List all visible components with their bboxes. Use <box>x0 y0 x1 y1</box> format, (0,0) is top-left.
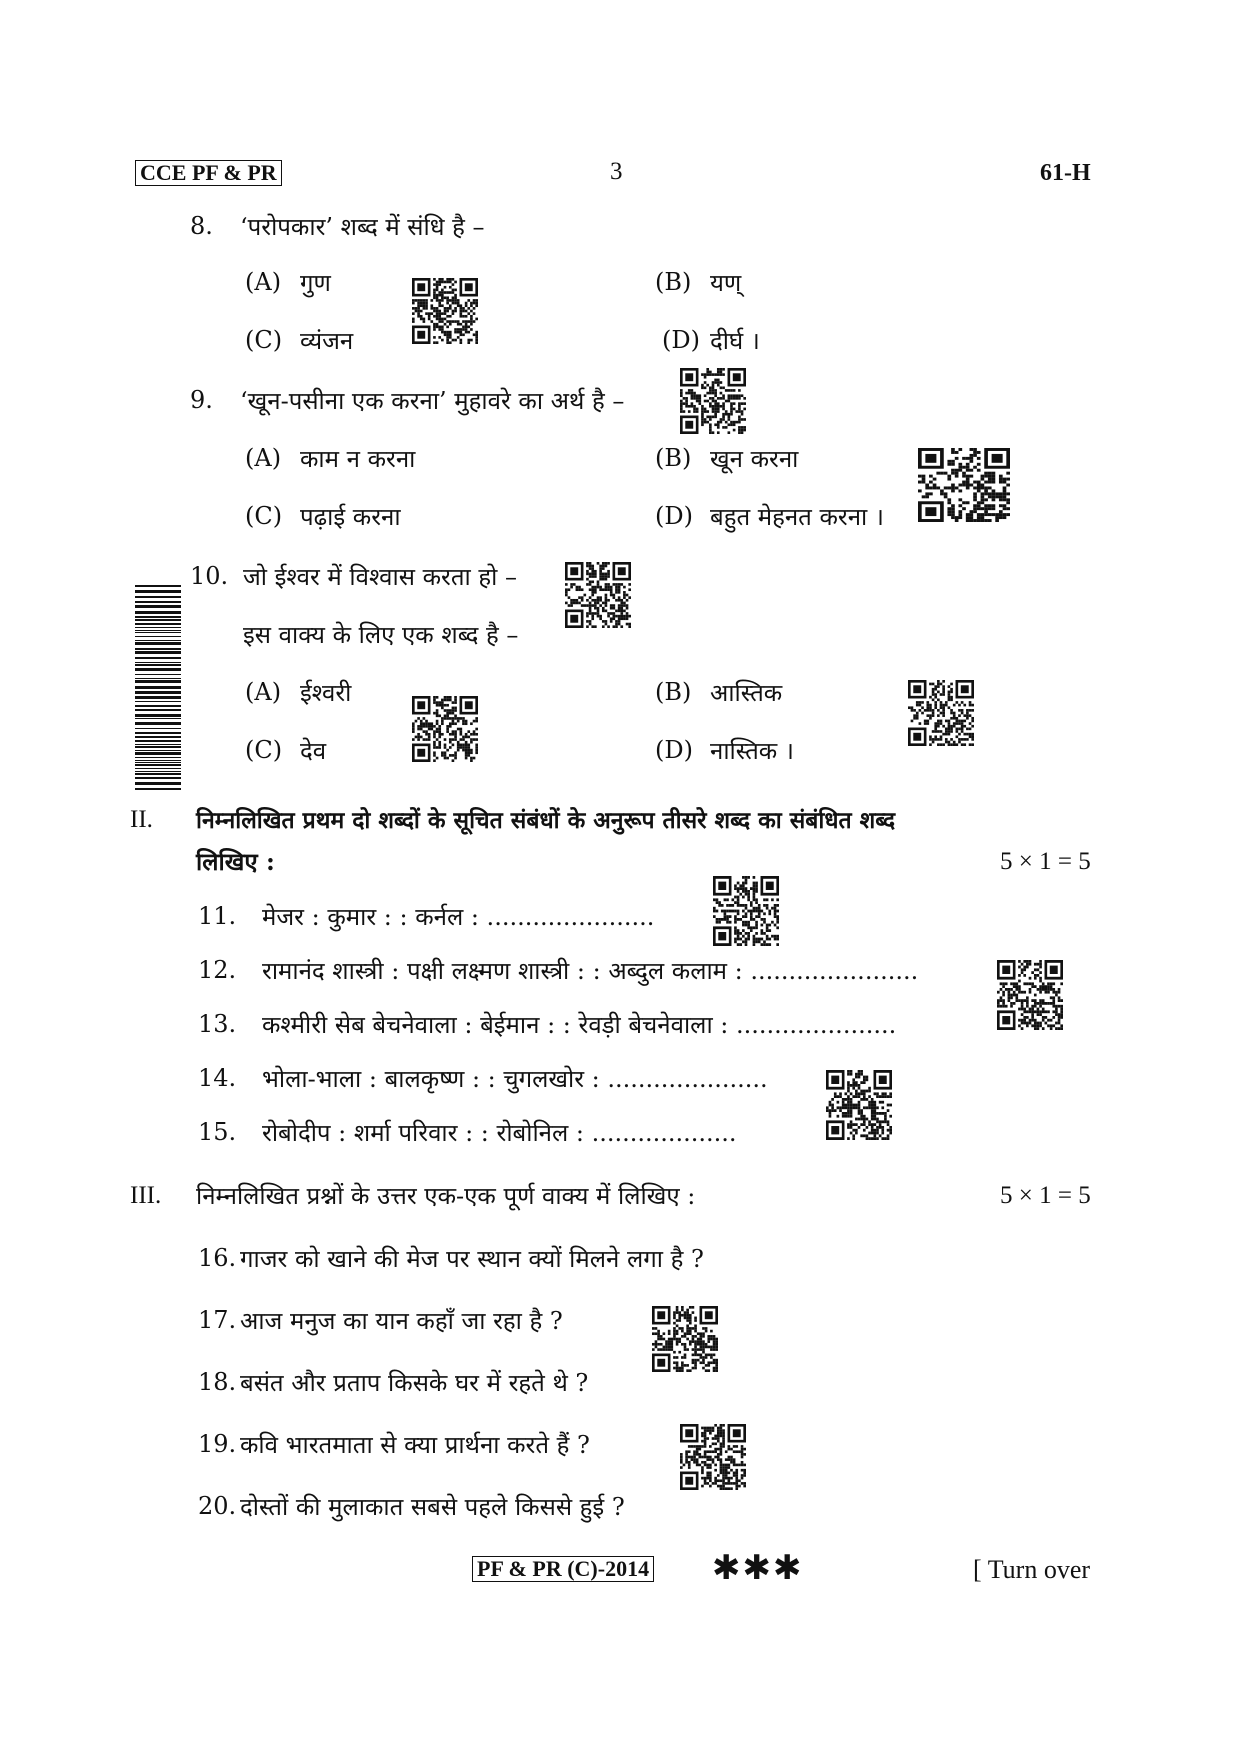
q14-text: भोला-भाला : बालकृष्ण : : चुगलखोर : ..................... <box>262 1065 768 1093</box>
q9-option-b-text: खून करना <box>710 445 799 473</box>
q10-text-line2: इस वाक्य के लिए एक शब्द है – <box>243 621 519 649</box>
q9-option-d-label: (D) <box>655 502 693 530</box>
q10-option-b-text: आस्तिक <box>710 679 783 707</box>
q9-option-c-label: (C) <box>245 502 283 530</box>
section2-roman: II. <box>130 806 153 833</box>
q15-number: 15. <box>198 1118 237 1146</box>
q8-option-c-label: (C) <box>245 326 283 354</box>
q9-option-a-label: (A) <box>245 444 282 472</box>
q8-number: 8. <box>190 212 213 240</box>
qr-code-image <box>918 448 1010 522</box>
qr-code-image <box>713 876 779 946</box>
q8-option-a-label: (A) <box>245 268 282 296</box>
q20-text: दोस्तों की मुलाकात सबसे पहले किससे हुई ? <box>240 1493 625 1521</box>
q19-number: 19. <box>198 1430 237 1458</box>
q16-number: 16. <box>198 1244 237 1272</box>
q16-text: गाजर को खाने की मेज पर स्थान क्यों मिलने लगा है ? <box>240 1245 704 1273</box>
section2-marks: 5 × 1 = 5 <box>1000 848 1091 875</box>
q13-text: कश्मीरी सेब बेचनेवाला : बेईमान : : रेवड़ी बेचनेवाला : ..................... <box>262 1011 897 1039</box>
q13-number: 13. <box>198 1010 237 1038</box>
q11-text: मेजर : कुमार : : कर्नल : ...................... <box>262 903 655 931</box>
q20-number: 20. <box>198 1492 237 1520</box>
qr-code-image <box>997 960 1063 1030</box>
q10-option-c-label: (C) <box>245 736 283 764</box>
q14-number: 14. <box>198 1064 237 1092</box>
qr-code-image <box>565 562 631 628</box>
q11-number: 11. <box>198 902 237 930</box>
qr-code-image <box>652 1306 718 1372</box>
qr-code-image <box>680 368 746 434</box>
q8-option-d-label: (D) <box>662 326 700 354</box>
q8-text: ‘परोपकार’ शब्द में संधि है – <box>240 213 485 241</box>
q15-text: रोबोदीप : शर्मा परिवार : : रोबोनिल : ................... <box>262 1119 737 1147</box>
q8-option-a-text: गुण <box>300 269 331 297</box>
q12-number: 12. <box>198 956 237 984</box>
q12-text: रामानंद शास्त्री : पक्षी लक्ष्मण शास्त्री : : अब्दुल कलाम : ...................... <box>262 957 919 985</box>
section3-marks: 5 × 1 = 5 <box>1000 1182 1091 1209</box>
q9-number: 9. <box>190 386 213 414</box>
qr-code-image <box>412 278 478 344</box>
q10-option-b-label: (B) <box>655 678 692 706</box>
q9-option-c-text: पढ़ाई करना <box>300 503 401 531</box>
q17-text: आज मनुज का यान कहाँ जा रहा है ? <box>240 1307 563 1335</box>
q9-option-b-label: (B) <box>655 444 692 472</box>
qr-code-image <box>826 1070 892 1140</box>
section2-heading-line2: लिखिए : <box>196 847 275 876</box>
section3-heading: निम्नलिखित प्रश्नों के उत्तर एक-एक पूर्ण वाक्य में लिखिए : <box>196 1182 696 1210</box>
q17-number: 17. <box>198 1306 237 1334</box>
qr-code-image <box>412 696 478 762</box>
section3-roman: III. <box>130 1182 162 1209</box>
page-number: 3 <box>610 158 623 185</box>
q10-option-d-label: (D) <box>655 736 693 764</box>
section2-heading-line1: निम्नलिखित प्रथम दो शब्दों के सूचित संबंधों के अनुरूप तीसरे शब्द का संबंधित शब्द <box>196 807 896 834</box>
q9-text: ‘खून-पसीना एक करना’ मुहावरे का अर्थ है – <box>240 387 625 415</box>
footer-code: PF & PR (C)-2014 <box>472 1556 654 1582</box>
q10-option-c-text: देव <box>300 737 327 765</box>
barcode-image <box>135 585 181 790</box>
q10-option-d-text: नास्तिक । <box>710 737 794 765</box>
q8-option-b-label: (B) <box>655 268 692 296</box>
q9-option-a-text: काम न करना <box>300 445 416 473</box>
header-right-code: 61-H <box>1040 160 1091 186</box>
q10-text-line1: जो ईश्वर में विश्वास करता हो – <box>243 563 517 591</box>
q8-option-d-text: दीर्घ । <box>710 327 760 355</box>
footer-stars: ✱✱✱ <box>712 1548 804 1588</box>
q8-option-c-text: व्यंजन <box>300 327 354 355</box>
q10-option-a-label: (A) <box>245 678 282 706</box>
q10-option-a-text: ईश्वरी <box>300 679 352 707</box>
q19-text: कवि भारतमाता से क्या प्रार्थना करते हैं ? <box>240 1431 590 1459</box>
qr-code-image <box>908 680 974 746</box>
turn-over-label: [ Turn over <box>973 1555 1091 1584</box>
q18-text: बसंत और प्रताप किसके घर में रहते थे ? <box>240 1369 589 1397</box>
q10-number: 10. <box>190 562 229 590</box>
header-left-code: CCE PF & PR <box>135 160 282 186</box>
q18-number: 18. <box>198 1368 237 1396</box>
qr-code-image <box>680 1424 746 1490</box>
q9-option-d-text: बहुत मेहनत करना । <box>710 503 884 531</box>
q8-option-b-text: यण् <box>710 269 742 297</box>
